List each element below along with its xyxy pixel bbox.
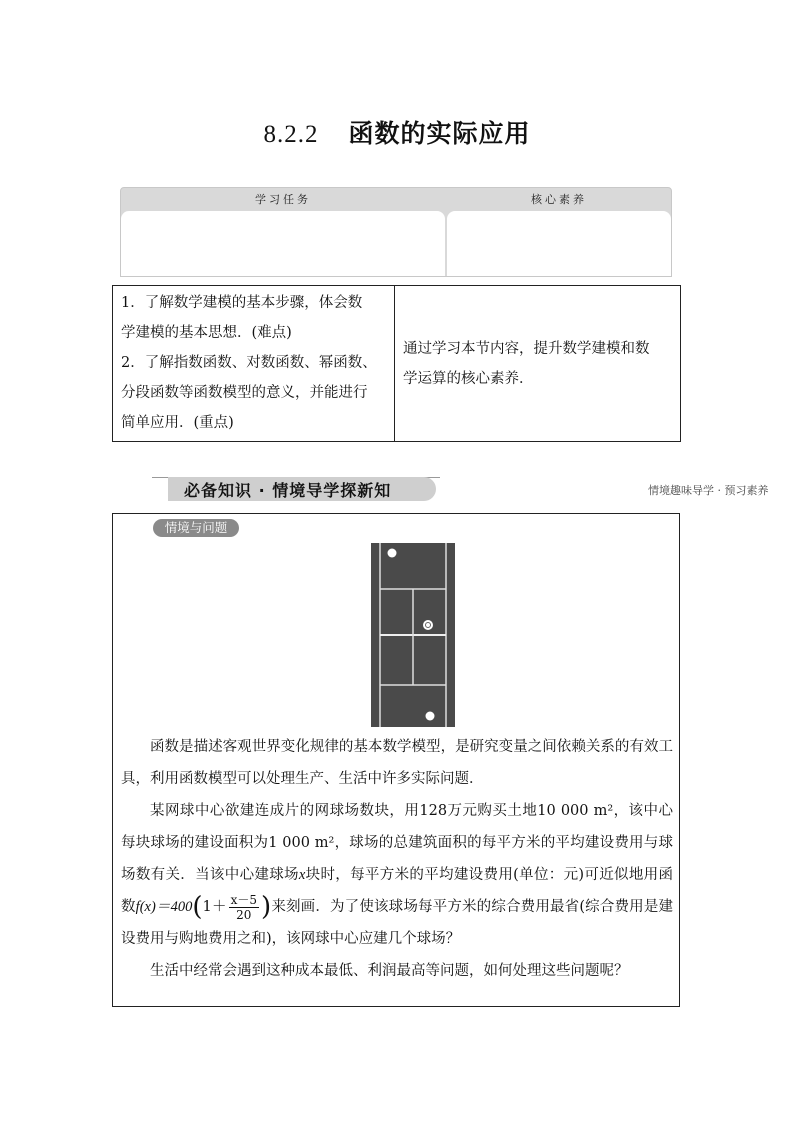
literacy-header: 核心素养	[531, 193, 587, 206]
literacy-column	[447, 188, 671, 276]
paragraph-question: 生活中经常会遇到这种成本最低、利润最高等问题，如何处理这些问题呢？	[150, 963, 629, 979]
section-note: 情境趣味导学 · 预习素养	[648, 484, 769, 497]
section-number: 8.2.2	[263, 121, 319, 148]
tennis-court-illustration	[371, 543, 455, 727]
task-header-band	[120, 187, 672, 277]
section-title: 函数的实际应用	[348, 119, 531, 148]
core-literacy: 通过学习本节内容，提升数学建模和数 学运算的核心素养．	[403, 340, 650, 387]
scenario-box	[112, 513, 680, 1007]
task-header: 学习任务	[255, 193, 311, 206]
scenario-tag: 情境与问题	[153, 519, 239, 537]
paragraph-intro: 函数是描述客观世界变化规律的基本数学模型，是研究变量之间依赖关系的有效工具，利用函数模型可以处理生产、生活中许多实际问题．	[121, 739, 673, 787]
learning-tasks: 1．了解数学建模的基本步骤，体会数 学建模的基本思想．(难点) 2．了解指数函数、对数函数、幂函数、 分段函数等函数模型的意义，并能进行 简单应用．(重点)	[113, 286, 395, 441]
fraction: $\frac{x-5}{20}$	[230, 892, 258, 922]
page-title	[0, 114, 794, 150]
task-column	[121, 188, 445, 276]
objectives-table	[112, 285, 681, 442]
section-title-text: 必备知识 · 情境导学探新知	[184, 481, 392, 500]
paragraph-problem: 某网球中心欲建连成片的网球场数块，用128万元购买土地10 000 m²，该中心每块球场的建设面积为1 000 m²，球场的总建筑面积的每平方米的平均建设费用与球场数有关．当该中心建球场x块时，每平方米的平均建设费用(单位：元)可近似地用函数f(x)＝400(1＋ $\frac{x-5}{20}$ )来刻画．为了使该球场每平方米的综合费用最省(综合费用是建设费用与购地费用之和)，该网球中心应建几个球场？	[121, 803, 674, 947]
